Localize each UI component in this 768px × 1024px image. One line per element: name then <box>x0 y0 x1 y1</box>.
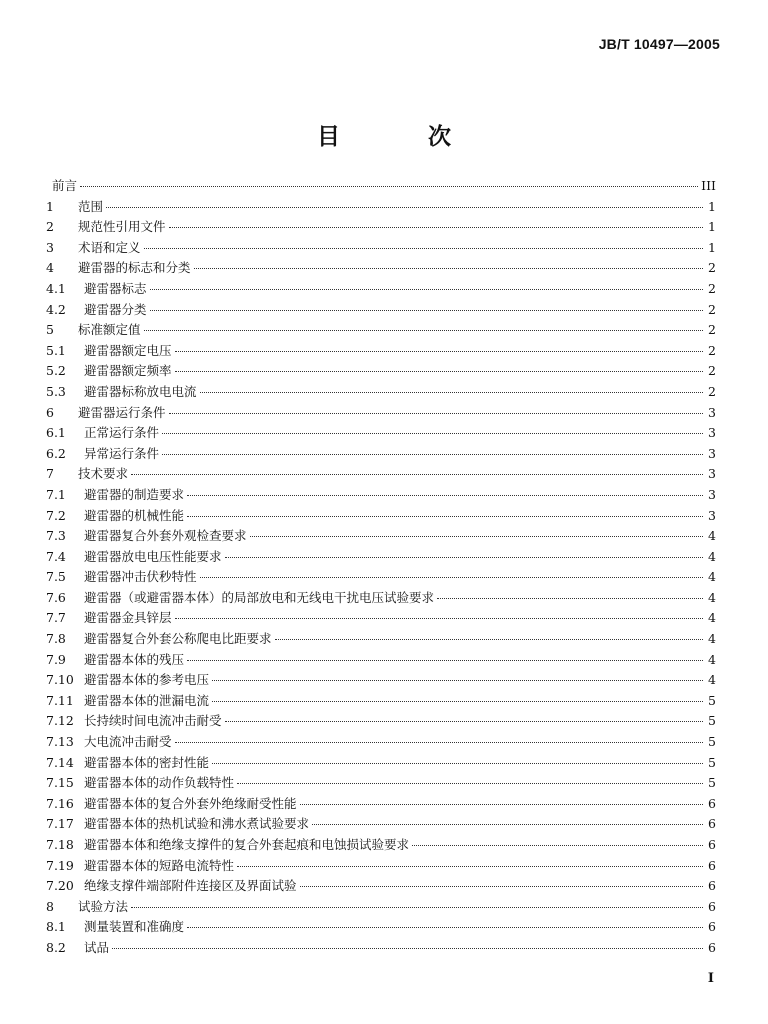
toc-entry-label: 避雷器冲击伏秒特性 <box>84 569 197 585</box>
toc-entry-number: 7.17 <box>46 816 74 832</box>
toc-entry-number: 7.10 <box>46 672 74 688</box>
toc-entry-page: 5 <box>708 775 716 791</box>
toc-entry[interactable] <box>46 608 716 629</box>
toc-entry-page: 2 <box>708 280 716 296</box>
toc-entry[interactable] <box>46 300 716 321</box>
toc-entry[interactable] <box>46 444 716 465</box>
toc-entry-label: 避雷器本体的泄漏电流 <box>84 692 210 708</box>
toc-entry-label: 范围 <box>78 198 104 214</box>
toc-entry[interactable] <box>46 423 716 444</box>
toc-entry-label: 绝缘支撑件端部附件连接区及界面试验 <box>84 878 297 894</box>
toc-entry-number: 4.1 <box>46 280 66 296</box>
dot-leader <box>131 474 703 475</box>
standard-number: JB/T 10497—2005 <box>598 36 720 52</box>
dot-leader <box>250 536 703 537</box>
toc-entry-label: 测量装置和准确度 <box>84 919 185 935</box>
toc-entry-number: 1 <box>46 198 54 214</box>
dot-leader <box>150 289 703 290</box>
toc-entry[interactable] <box>46 464 716 485</box>
toc-entry[interactable] <box>46 526 716 547</box>
dot-leader <box>300 886 703 887</box>
toc-entry-page: 4 <box>708 610 716 626</box>
toc-entry-page: 2 <box>708 301 716 317</box>
dot-leader <box>144 330 703 331</box>
toc-entry-number: 7.9 <box>46 651 66 667</box>
toc-entry-page: 2 <box>708 363 716 379</box>
toc-entry-page: 6 <box>708 939 716 955</box>
toc-entry[interactable] <box>46 485 716 506</box>
dot-leader <box>200 577 703 578</box>
toc-title: 目 次 <box>316 123 491 150</box>
dot-leader <box>175 742 703 743</box>
dot-leader <box>225 557 703 558</box>
toc-entry-label: 避雷器本体和绝缘支撑件的复合外套起痕和电蚀损试验要求 <box>84 837 410 852</box>
dot-leader <box>212 701 703 702</box>
toc-entry-number: 8 <box>46 898 54 914</box>
toc-entry-page: 4 <box>708 548 716 564</box>
dot-leader <box>144 248 703 249</box>
toc-entry[interactable] <box>46 938 716 959</box>
toc-entry[interactable] <box>46 711 716 732</box>
toc-entry-page: 5 <box>708 754 716 770</box>
toc-entry-label: 长持续时间电流冲击耐受 <box>84 713 222 729</box>
toc-entry-label: 避雷器（或避雷器本体）的局部放电和无线电干扰电压试验要求 <box>84 589 435 605</box>
toc-entry-number: 7.6 <box>46 589 66 605</box>
dot-leader <box>212 680 703 681</box>
toc-entry-label: 标准额定值 <box>78 322 141 338</box>
toc-entry-label: 避雷器标称放电电流 <box>84 383 197 399</box>
toc-entry-number: 7.14 <box>46 754 74 770</box>
toc-entry[interactable] <box>46 258 716 279</box>
toc-entry-label: 大电流冲击耐受 <box>84 734 172 750</box>
toc-entry-number: 7.12 <box>46 713 74 729</box>
toc-entry-page: 2 <box>708 342 716 358</box>
dot-leader <box>412 845 703 846</box>
toc-entry-label: 避雷器额定频率 <box>84 363 172 379</box>
dot-leader <box>80 186 698 187</box>
toc-entry-page: 6 <box>708 816 716 832</box>
toc-entry-page: 6 <box>708 898 716 914</box>
toc-entry-label: 避雷器复合外套公称爬电比距要求 <box>84 631 272 647</box>
toc-entry-label: 异常运行条件 <box>84 445 160 461</box>
toc-entry-label: 避雷器本体的密封性能 <box>84 754 210 770</box>
toc-entry-label: 避雷器金具锌层 <box>84 610 172 626</box>
dot-leader <box>225 721 703 722</box>
toc-entry-page: 4 <box>708 672 716 688</box>
toc-entry-number: 8.2 <box>46 939 66 955</box>
toc-entry-label: 避雷器本体的复合外套外绝缘耐受性能 <box>84 795 297 811</box>
toc-entry[interactable] <box>46 897 716 918</box>
toc-entry[interactable] <box>46 382 716 403</box>
dot-leader <box>194 268 703 269</box>
toc-entry-page: 2 <box>708 322 716 338</box>
dot-leader <box>437 598 703 599</box>
toc-entry-page: 5 <box>708 734 716 750</box>
dot-leader <box>175 351 703 352</box>
toc-entry-page: 1 <box>708 219 716 235</box>
toc-entry-page: III <box>701 178 716 193</box>
toc-entry-number: 6.1 <box>46 425 66 441</box>
toc-entry[interactable] <box>46 856 716 877</box>
toc-entry-number: 5.2 <box>46 363 66 379</box>
toc-entry[interactable] <box>46 341 716 362</box>
toc-entry-number: 5 <box>46 322 54 338</box>
toc-entry-label: 避雷器本体的热机试验和沸水煮试验要求 <box>84 816 310 832</box>
toc-entry-label: 避雷器本体的短路电流特性 <box>84 857 235 873</box>
dot-leader <box>131 907 703 908</box>
toc-entry[interactable] <box>46 506 716 527</box>
toc-entry-number: 8.1 <box>46 919 66 935</box>
toc-entry-label: 前言 <box>52 178 78 193</box>
toc-entry-label: 避雷器本体的动作负载特性 <box>84 775 235 791</box>
toc-entry[interactable] <box>46 753 716 774</box>
toc-entry-label: 避雷器本体的参考电压 <box>84 672 210 688</box>
toc-entry[interactable] <box>46 197 716 218</box>
toc-entry[interactable] <box>46 814 716 835</box>
toc-entry-number: 7.1 <box>46 486 66 502</box>
toc-entry-number: 7.13 <box>46 734 74 750</box>
toc-entry-number: 6 <box>46 404 54 420</box>
toc-entry[interactable] <box>46 547 716 568</box>
dot-leader <box>237 783 703 784</box>
dot-leader <box>150 310 703 311</box>
toc-entry-page: 3 <box>708 425 716 441</box>
toc-entry-label: 正常运行条件 <box>84 425 160 441</box>
toc-entry-label: 避雷器的制造要求 <box>84 486 185 502</box>
toc-entry-label: 术语和定义 <box>78 239 141 255</box>
toc-entry-number: 5.3 <box>46 383 66 399</box>
toc-entry-page: 3 <box>708 404 716 420</box>
toc-entry-page: 5 <box>708 713 716 729</box>
toc-entry-label: 试品 <box>84 939 110 955</box>
toc-entry-label: 规范性引用文件 <box>78 219 166 235</box>
toc-entry[interactable] <box>46 732 716 753</box>
toc-entry-page: 5 <box>708 692 716 708</box>
dot-leader <box>162 454 703 455</box>
toc-entry-number: 7.2 <box>46 507 66 523</box>
toc-entry-number: 7.5 <box>46 569 66 585</box>
toc-entry[interactable] <box>46 794 716 815</box>
toc-entry-label: 避雷器的标志和分类 <box>78 260 191 276</box>
toc-entry-label: 避雷器标志 <box>84 280 147 296</box>
toc-entry-label: 避雷器分类 <box>84 301 147 317</box>
dot-leader <box>112 948 703 949</box>
toc-entry-page: 3 <box>708 486 716 502</box>
toc-entry-label: 避雷器复合外套外观检查要求 <box>84 528 247 544</box>
toc-entry-number: 4 <box>46 260 54 276</box>
toc-entry-page: 3 <box>708 445 716 461</box>
toc-entry-page: 4 <box>708 569 716 585</box>
toc-entry-page: 4 <box>708 589 716 605</box>
toc-entry[interactable] <box>46 403 716 424</box>
toc-entry-page: 3 <box>708 466 716 482</box>
toc-entry[interactable] <box>46 773 716 794</box>
toc-entry-number: 6.2 <box>46 445 66 461</box>
dot-leader <box>200 392 703 393</box>
toc-entry-page: 2 <box>708 260 716 276</box>
toc-entry[interactable] <box>46 238 716 259</box>
toc-entry-label: 避雷器运行条件 <box>78 404 166 420</box>
toc-entry[interactable] <box>46 876 716 897</box>
toc-entry-number: 2 <box>46 219 54 235</box>
dot-leader <box>312 824 703 825</box>
toc-entry-label: 避雷器的机械性能 <box>84 507 185 523</box>
dot-leader <box>169 413 703 414</box>
dot-leader <box>169 227 703 228</box>
dot-leader <box>175 618 703 619</box>
toc-entry-page: 6 <box>708 837 716 852</box>
toc-entry[interactable] <box>46 691 716 712</box>
toc-entry[interactable] <box>46 361 716 382</box>
dot-leader <box>162 433 703 434</box>
dot-leader <box>187 516 703 517</box>
toc-entry-page: 4 <box>708 651 716 667</box>
toc-entry-page: 2 <box>708 383 716 399</box>
page-number: I <box>707 971 714 986</box>
toc-entry-label: 试验方法 <box>78 898 129 914</box>
toc-entry-number: 7.3 <box>46 528 66 544</box>
toc-entry-number: 7.7 <box>46 610 66 626</box>
toc-entry[interactable] <box>46 279 716 300</box>
toc-entry-label: 避雷器本体的残压 <box>84 651 185 667</box>
toc-entry-number: 7 <box>46 466 54 482</box>
table-of-contents <box>46 176 716 959</box>
toc-entry[interactable] <box>46 650 716 671</box>
toc-entry-number: 7.15 <box>46 775 74 791</box>
toc-entry[interactable] <box>46 835 716 856</box>
toc-entry-page: 6 <box>708 878 716 894</box>
toc-entry[interactable] <box>46 588 716 609</box>
dot-leader <box>187 495 703 496</box>
toc-entry[interactable] <box>46 629 716 650</box>
toc-entry-number: 7.18 <box>46 837 74 852</box>
toc-entry-page: 1 <box>708 239 716 255</box>
toc-entry-number: 7.16 <box>46 795 74 811</box>
toc-entry[interactable] <box>46 217 716 238</box>
toc-entry-number: 5.1 <box>46 342 66 358</box>
toc-entry-page: 6 <box>708 857 716 873</box>
toc-entry-number: 3 <box>46 239 54 255</box>
toc-entry[interactable] <box>46 567 716 588</box>
toc-entry-number: 7.4 <box>46 548 66 564</box>
toc-entry-page: 6 <box>708 919 716 935</box>
toc-entry-page: 1 <box>708 198 716 214</box>
dot-leader <box>187 660 703 661</box>
toc-entry-page: 6 <box>708 795 716 811</box>
toc-entry-page: 4 <box>708 528 716 544</box>
toc-entry-number: 4.2 <box>46 301 66 317</box>
toc-entry-number: 7.11 <box>46 692 74 708</box>
toc-entry-page: 4 <box>708 631 716 647</box>
toc-entry-label: 技术要求 <box>78 466 129 482</box>
toc-entry-label: 避雷器放电电压性能要求 <box>84 548 222 564</box>
toc-entry-label: 避雷器额定电压 <box>84 342 172 358</box>
dot-leader <box>175 371 703 372</box>
toc-entry[interactable] <box>46 917 716 938</box>
toc-entry-number: 7.20 <box>46 878 74 894</box>
dot-leader <box>212 763 703 764</box>
dot-leader <box>275 639 703 640</box>
toc-entry-number: 7.8 <box>46 631 66 647</box>
dot-leader <box>300 804 703 805</box>
toc-entry[interactable] <box>46 176 716 197</box>
dot-leader <box>106 207 703 208</box>
toc-entry-number: 7.19 <box>46 857 74 873</box>
toc-entry[interactable] <box>46 320 716 341</box>
dot-leader <box>187 927 703 928</box>
dot-leader <box>237 866 703 867</box>
toc-entry-page: 3 <box>708 507 716 523</box>
toc-entry[interactable] <box>46 670 716 691</box>
